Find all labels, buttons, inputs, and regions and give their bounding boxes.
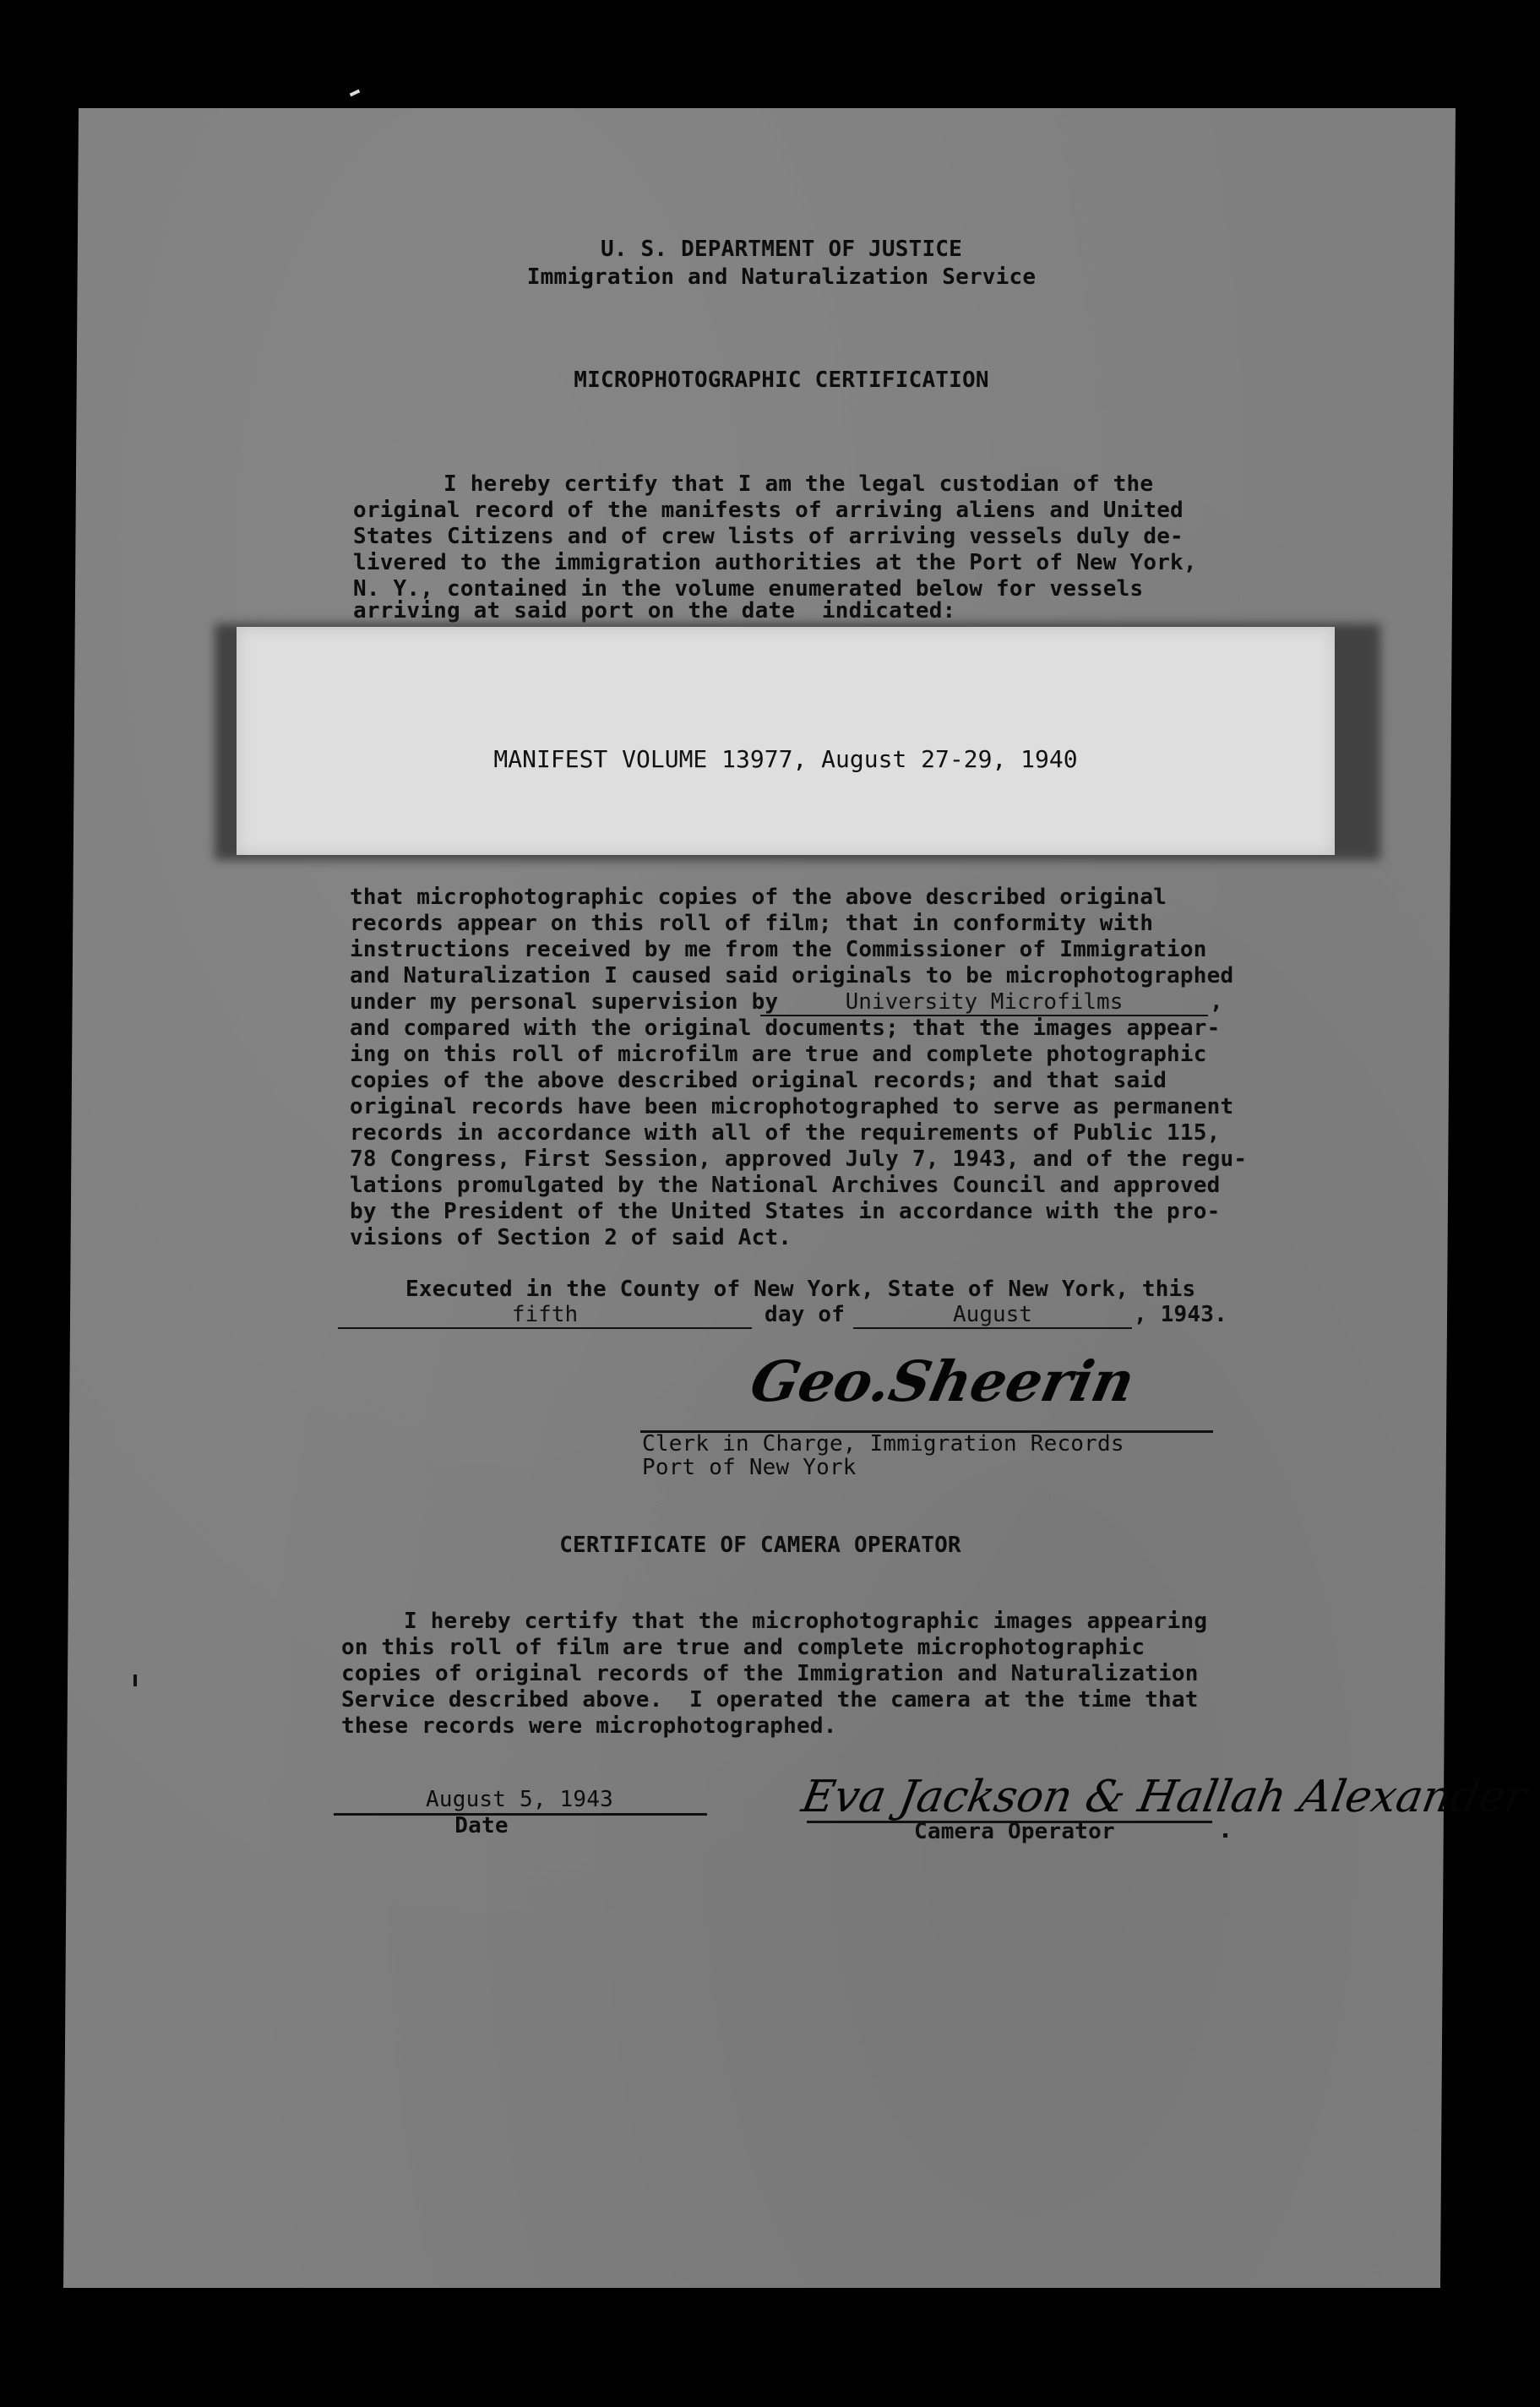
camera-line: on this roll of film are true and complete microphotographic [341,1635,1145,1660]
body-line: 78 Congress, First Session, approved July 7, 1943, and of the regu- [350,1146,1248,1172]
camera-date-label: Date [454,1813,509,1838]
camera-operator-label: Camera Operator [914,1819,1115,1844]
intro-line: arriving at said port on the date indicated: [353,598,956,624]
body-line: and Naturalization I caused said originals to be microphotographed [350,963,1234,988]
body-line: records appear on this roll of film; that in conformity with [350,911,1154,936]
body-line: that microphotographic copies of the above described original [350,885,1167,910]
intro-line: N. Y., contained in the volume enumerated below for vessels [353,576,1144,602]
body-line: by the President of the United States in accordance with the pro- [350,1199,1221,1224]
body-line: under my personal supervision by [350,989,779,1015]
year-field: , 1943. [1134,1302,1227,1327]
camera-operator-signature: Eva Jackson & Hallah Alexander [797,1772,1531,1822]
document-page [63,108,1456,2288]
intro-line: States Citizens and of crew lists of arriving vessels duly de- [353,524,1184,549]
camera-line: copies of original records of the Immigration and Naturalization [341,1661,1199,1686]
film-mark [133,1675,137,1686]
body-line: , [1210,989,1223,1015]
manifest-strip [237,627,1335,855]
body-line: ing on this roll of microfilm are true and complete photographic [350,1042,1207,1067]
manifest-volume: MANIFEST VOLUME 13977, August 27-29, 1940 [493,745,1078,773]
body-line: lations promulgated by the National Archives Council and approved [350,1173,1221,1198]
camera-certificate-title: CERTIFICATE OF CAMERA OPERATOR [559,1533,961,1558]
clerk-title: Clerk in Charge, Immigration Records [642,1431,1124,1457]
film-mark [350,90,361,97]
day-of-label: day of [765,1302,846,1327]
body-line: and compared with the original documents; that the images appear- [350,1016,1221,1041]
body-line: records in accordance with all of the requirements of Public 115, [350,1120,1221,1146]
body-line: copies of the above described original records; and that said [350,1068,1167,1093]
body-line: visions of Section 2 of said Act. [350,1225,792,1250]
intro-line: livered to the immigration authorities at the Port of New York, [353,550,1197,575]
intro-line: I hereby certify that I am the legal custodian of the [443,471,1154,497]
department-heading: U. S. DEPARTMENT OF JUSTICE [600,237,963,262]
camera-line: Service described above. I operated the camera at the time that [341,1687,1199,1713]
intro-line: original record of the manifests of arriving aliens and United [353,498,1184,523]
month-field: August [853,1302,1132,1329]
certification-title: MICROPHOTOGRAPHIC CERTIFICATION [574,368,989,393]
clerk-signature: Geo.Sheerin [744,1348,1140,1414]
camera-line: these records were microphotographed. [341,1713,837,1739]
body-line: instructions received by me from the Commissioner of Immigration [350,937,1207,962]
executed-line: Executed in the County of New York, State of New York, this [405,1277,1196,1302]
supervisor-field: University Microfilms [760,989,1208,1016]
body-line: original records have been microphotographed to serve as permanent [350,1094,1234,1119]
service-heading: Immigration and Naturalization Service [526,264,1037,290]
camera-date-value: August 5, 1943 [426,1787,613,1812]
clerk-office: Port of New York [642,1455,857,1480]
film-mark [1223,1833,1227,1838]
camera-line: I hereby certify that the microphotographic images appearing [404,1609,1208,1634]
day-field: fifth [338,1302,752,1329]
